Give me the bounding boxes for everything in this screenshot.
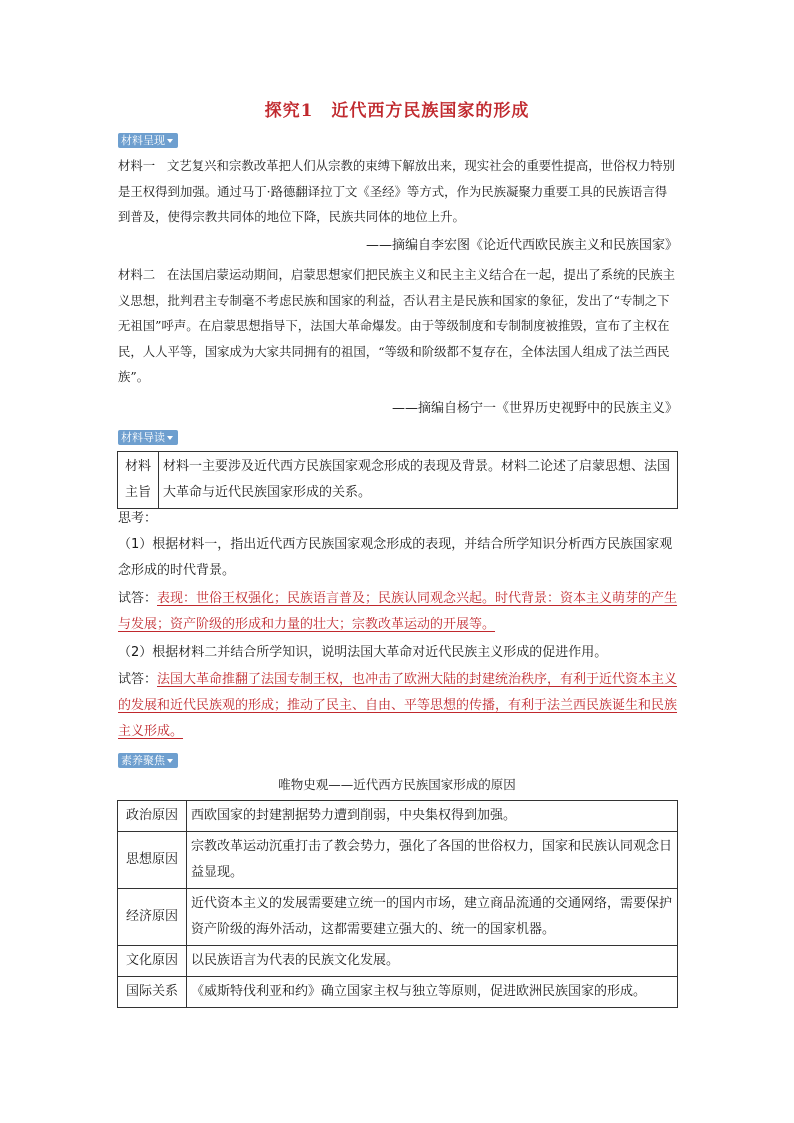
material-one-text: 文艺复兴和宗教改革把人们从宗教的束缚下解放出来，现实社会的重要性提高，世俗权力特别是王权得到加强。通过马丁·路德翻译拉丁文《圣经》等方式，作为民族凝聚力重要工具的民族语言得到普及，使得宗教共同体的地位下降，民族共同体的地位上升。 (118, 158, 676, 224)
answer-one-label: 试答： (118, 591, 158, 606)
reason-text: 《威斯特伐利亚和约》确立国家主权与独立等原则，促进欧洲民族国家的形成。 (187, 977, 678, 1008)
reason-name: 经济原因 (118, 889, 187, 946)
reason-text: 以民族语言为代表的民族文化发展。 (187, 946, 678, 977)
guide-text: 材料一主要涉及近代西方民族国家观念形成的表现及背景。材料二论述了启蒙思想、法国大革命与近代民族国家形成的关系。 (159, 452, 678, 509)
material-one (118, 153, 678, 230)
material-two-source: ——摘编自杨宁一《世界历史视野中的民族主义》 (391, 401, 678, 416)
reason-row (118, 801, 678, 832)
question-two: （2）根据材料二并结合所学知识，说明法国大革命对近代民族主义形成的促进作用。 (118, 645, 608, 660)
reason-text: 宗教改革运动沉重打击了教会势力，强化了各国的世俗权力，国家和民族认同观念日益显现。 (187, 832, 678, 889)
reasons-body (118, 801, 678, 1008)
material-two-text: 在法国启蒙运动期间，启蒙思想家们把民族主义和民主主义结合在一起，提出了系统的民族主义思想，批判君主专制毫不考虑民族和国家的利益，否认君主是民族和国家的象征，发出了“专制之下无祖国”呼声。在启蒙思想指导下，法国大革命爆发。由于等级制度和专制制度被推毁，宣布了主权在民，人人平等，国家成为大家共同拥有的祖国，“等级和阶级都不复存在，全体法国人组成了法兰西民族”。 (118, 267, 676, 384)
reason-text: 西欧国家的封建割据势力遭到削弱，中央集权得到加强。 (187, 801, 678, 832)
reasons-table (117, 800, 678, 1008)
material-one-source: ——摘编自李宏图《论近代西欧民族主义和民族国家》 (365, 238, 678, 253)
reason-name: 思想原因 (118, 832, 187, 889)
reason-row (118, 977, 678, 1008)
reason-text: 近代资本主义的发展需要建立统一的国内市场，建立商品流通的交通网络，需要保护资产阶级的海外活动，这都需要建立强大的、统一的国家机器。 (187, 889, 678, 946)
answer-two-label: 试答： (118, 672, 158, 687)
reason-row (118, 832, 678, 889)
material-two-label: 材料二 (118, 267, 156, 282)
material-tag: 材料呈现 (118, 133, 178, 148)
reason-name: 政治原因 (118, 801, 187, 832)
reason-name: 国际关系 (118, 977, 187, 1008)
answer-two (118, 667, 678, 745)
focus-tag: 素养聚焦 (118, 753, 178, 768)
guide-label: 材料主旨 (118, 452, 159, 509)
page-title: 探究1 近代西方民族国家的形成 (264, 101, 530, 121)
think-label: 思考： (118, 511, 158, 526)
answer-two-text: 法国大革命推翻了法国专制王权，也冲击了欧洲大陆的封建统治秩序，有利于近代资本主义的发展和近代民族观的形成；推动了民主、自由、平等思想的传播，有利于法兰西民族诞生和民族主义形成。 (118, 672, 678, 739)
reason-row (118, 946, 678, 977)
focus-title: 唯物史观——近代西方民族国家形成的原因 (278, 777, 516, 792)
guide-tag: 材料导读 (118, 430, 178, 445)
material-two (118, 262, 678, 390)
reason-row (118, 889, 678, 946)
material-one-label: 材料一 (118, 158, 156, 173)
question-one: （1）根据材料一，指出近代西方民族国家观念形成的表现，并结合所学知识分析西方民族国家观念形成的时代背景。 (118, 537, 673, 578)
answer-one (118, 586, 678, 638)
guide-table (117, 451, 678, 509)
answer-one-text: 表现：世俗王权强化；民族语言普及；民族认同观念兴起。时代背景：资本主义萌芽的产生与发展；资产阶级的形成和力量的壮大；宗教改革运动的开展等。 (118, 591, 678, 632)
reason-name: 文化原因 (118, 946, 187, 977)
